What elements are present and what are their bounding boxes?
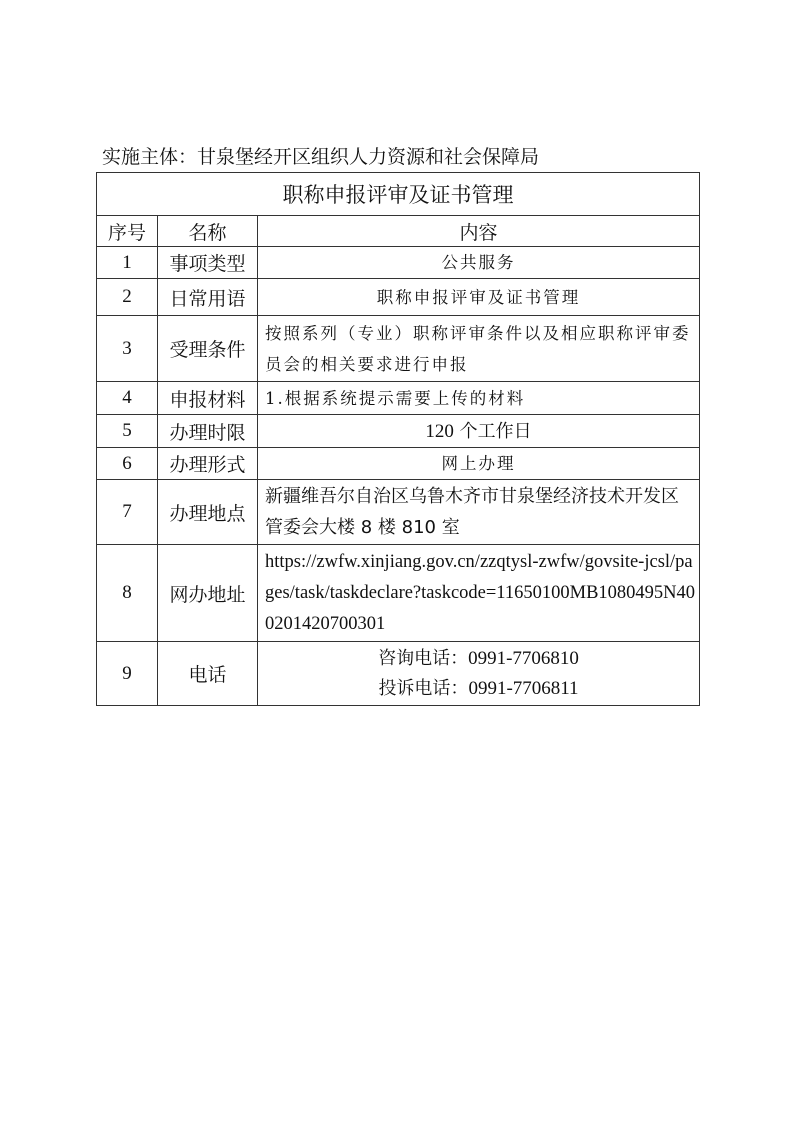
table-row [97,642,700,706]
table-row [97,316,700,382]
table-title: 职称申报评审及证书管理 [97,173,700,216]
header-content: 内容 [258,216,700,247]
table-row [97,382,700,415]
table-row [97,415,700,448]
table-title-row [97,173,700,216]
consult-phone-label: 咨询电话： [378,647,469,669]
row-number: 4 [97,382,158,415]
row-name: 办理形式 [158,448,258,480]
row-name: 申报材料 [158,382,258,415]
row-content [258,642,700,706]
header-name: 名称 [158,216,258,247]
row-name: 电话 [158,642,258,706]
row-number: 3 [97,316,158,382]
complaint-phone-label: 投诉电话： [378,677,469,699]
row-name: 受理条件 [158,316,258,382]
row-number: 7 [97,480,158,545]
table-row [97,279,700,316]
row-number: 5 [97,415,158,448]
complaint-phone [258,674,699,704]
row-content: 按照系列（专业）职称评审条件以及相应职称评审委员会的相关要求进行申报 [258,316,700,382]
row-number: 2 [97,279,158,316]
row-name: 日常用语 [158,279,258,316]
row-name: 网办地址 [158,545,258,642]
row-number: 8 [97,545,158,642]
row-name: 事项类型 [158,247,258,279]
table-row [97,545,700,642]
row-name: 办理地点 [158,480,258,545]
row-name: 办理时限 [158,415,258,448]
table-row [97,247,700,279]
implementing-body: 实施主体：甘泉堡经开区组织人力资源和社会保障局 [102,146,540,168]
row-number: 9 [97,642,158,706]
row-number: 1 [97,247,158,279]
row-content: 网上办理 [258,448,700,480]
time-limit-unit: 个工作日 [453,420,532,442]
consult-phone [258,644,699,674]
table-row [97,480,700,545]
row-content: 新疆维吾尔自治区乌鲁木齐市甘泉堡经济技术开发区管委会大楼 8 楼 810 室 [258,480,700,545]
row-number: 6 [97,448,158,480]
row-content: 公共服务 [258,247,700,279]
time-limit-value: 120 [425,420,454,442]
complaint-phone-number: 0991-7706811 [468,677,579,699]
row-content: 1.根据系统提示需要上传的材料 [258,382,700,415]
service-matter-table [96,172,700,706]
consult-phone-number: 0991-7706810 [468,647,579,669]
row-content: 职称申报评审及证书管理 [258,279,700,316]
online-service-link[interactable]: https://zwfw.xinjiang.gov.cn/zzqtysl-zwfw/govsite-jcsl/pages/task/taskdeclare?taskcode=11650100MB1080495N400201420700301 [258,545,700,642]
row-content [258,415,700,448]
header-seq: 序号 [97,216,158,247]
table-row [97,448,700,480]
table-header-row [97,216,700,247]
